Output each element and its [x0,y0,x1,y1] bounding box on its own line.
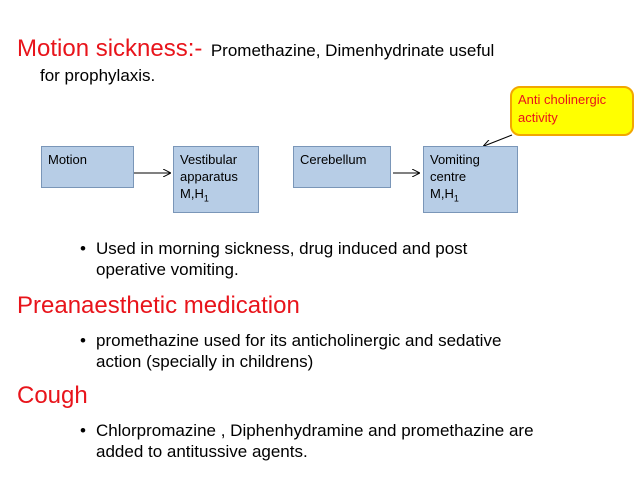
cough-heading: Cough [17,382,88,409]
box-text: apparatus [180,169,238,184]
box-text [430,185,511,202]
bullet-dot: • [80,239,86,258]
bullet-text [96,420,534,462]
bullet-line: action (specially in childrens) [96,352,314,371]
box-vomiting-centre [423,146,518,213]
receptor-subscript: 1 [203,193,209,204]
box-text: Vestibular [180,152,238,167]
bullet-morning-sickness [80,238,620,282]
bullet-line: added to antitussive agents. [96,442,308,461]
box-text: Vomiting [430,152,480,167]
bullet-line: promethazine used for its anticholinergic and sedative [96,331,502,350]
title-description-cont: for prophylaxis. [40,66,156,85]
box-vestibular-apparatus [173,146,259,213]
bullet-dot: • [80,331,86,350]
box-text: centre [430,169,467,184]
bullet-text [96,330,501,372]
bullet-line: operative vomiting. [96,260,239,279]
bullet-line: Used in morning sickness, drug induced and post [96,239,468,258]
bullet-cough [80,420,620,464]
bullet-dot: • [80,421,86,440]
receptor-subscript: 1 [453,193,459,204]
box-cerebellum [293,146,391,188]
motion-sickness-heading: Motion sickness:- [17,35,203,62]
bullet-preanaesthetic [80,330,620,374]
receptor-text: M,H [180,186,204,201]
arrow-note-to-vomiting [484,135,512,146]
note-line: activity [518,110,558,125]
bullet-text [96,238,467,280]
box-motion [41,146,134,188]
bullet-line: Chlorpromazine , Diphenhydramine and promethazine are [96,421,534,440]
box-text: Cerebellum [300,152,367,167]
title-description: Promethazine, Dimenhydrinate useful [210,41,495,60]
box-text: Motion [48,152,88,167]
preanaesthetic-heading: Preanaesthetic medication [17,292,300,319]
box-text [180,185,252,202]
note-line: Anti cholinergic [518,92,607,107]
receptor-text: M,H [430,186,454,201]
